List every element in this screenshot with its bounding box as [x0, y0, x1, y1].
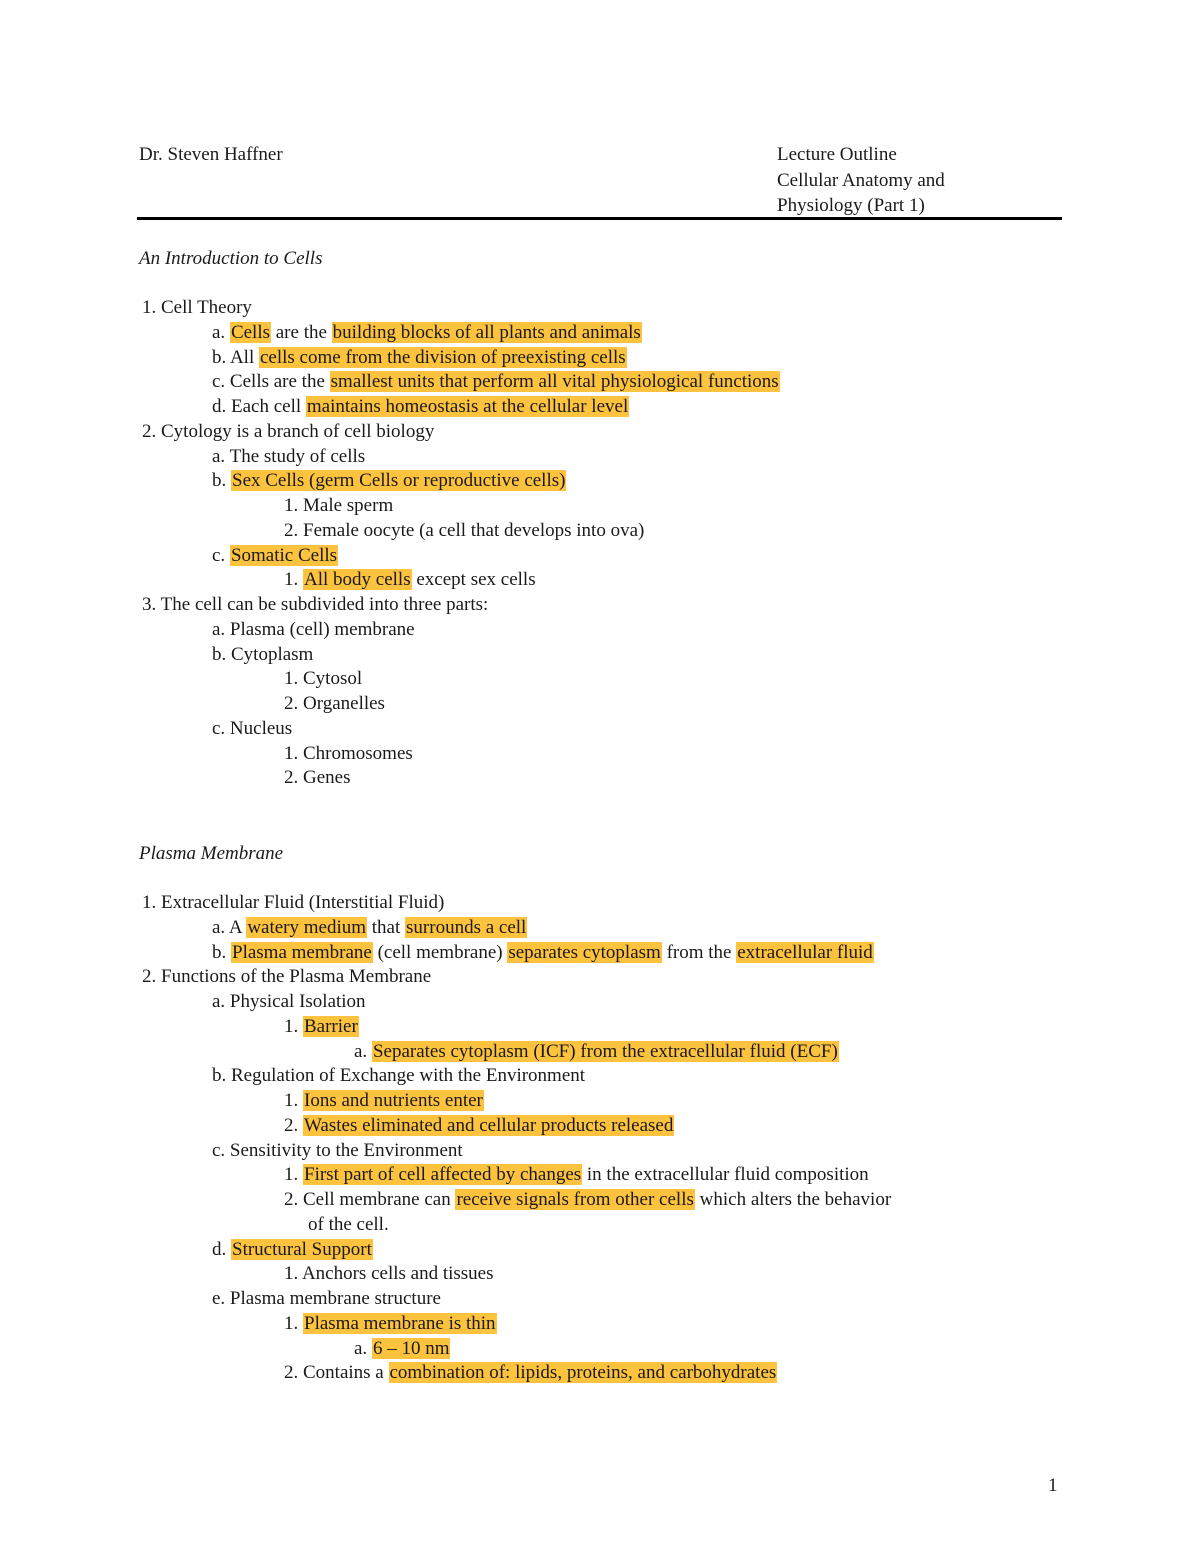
outline-text: c. Sensitivity to the Environment [212, 1139, 463, 1161]
highlighted-text: watery medium [247, 916, 367, 938]
highlighted-text: Barrier [304, 1015, 358, 1037]
outline-line [212, 346, 627, 370]
outline-text: d. [212, 1238, 231, 1260]
outline-text: (cell membrane) [372, 941, 508, 963]
outline-line [284, 1114, 674, 1138]
section-title: Plasma Membrane [139, 843, 284, 864]
outline-line [212, 618, 415, 642]
outline-line [284, 742, 413, 766]
outline-line [212, 990, 366, 1014]
outline-text: 3. The cell can be subdivided into three parts: [142, 594, 489, 615]
highlighted-text: Sex Cells (germ Cells or reproductive cells) [232, 470, 566, 492]
outline-text: a. The study of cells [212, 445, 366, 467]
lecture-info [777, 142, 945, 219]
lecture-info-line: Cellular Anatomy and [777, 169, 945, 191]
highlighted-text: Somatic Cells [230, 544, 338, 566]
outline-line [354, 1040, 839, 1064]
outline-text: 1. [284, 1090, 303, 1111]
outline-line [284, 519, 644, 543]
outline-text: 1. [284, 569, 303, 591]
outline-line [212, 321, 642, 345]
outline-text: a. Plasma (cell) membrane [212, 618, 415, 640]
outline-line [284, 1089, 484, 1113]
page-number: 1 [1048, 1475, 1058, 1496]
outline-text: are the [271, 321, 332, 343]
outline-line [142, 296, 252, 320]
outline-text: b. All [212, 346, 259, 368]
outline-line [284, 667, 362, 691]
outline-line [212, 1139, 463, 1163]
outline-text: d. Each cell [212, 396, 306, 417]
section-title: An Introduction to Cells [139, 248, 323, 269]
outline-text: a. [354, 1040, 372, 1062]
outline-text: 2. Contains a [284, 1362, 389, 1384]
outline-line [212, 1238, 373, 1262]
outline-text: 1. Anchors cells and tissues [284, 1263, 494, 1285]
outline-line [284, 1361, 777, 1385]
outline-line [308, 1213, 389, 1237]
outline-line [212, 1064, 585, 1088]
outline-text: 2. Cell membrane can [284, 1189, 456, 1210]
outline-text: that [367, 916, 406, 938]
highlighted-text: Cells [230, 321, 270, 343]
outline-line [142, 593, 488, 617]
outline-text: 2. Organelles [284, 693, 385, 714]
outline-line [284, 692, 385, 716]
highlighted-text: First part of cell affected by changes [304, 1164, 582, 1186]
outline-text: 2. Cytology is a branch of cell biology [142, 420, 435, 442]
outline-text: in the extracellular fluid composition [582, 1164, 869, 1186]
outline-line [212, 469, 566, 493]
outline-line [284, 1312, 497, 1336]
highlighted-text: smallest units that perform all vital physiological functions [330, 371, 779, 393]
lecture-info-line: Physiology (Part 1) [777, 195, 925, 216]
header-divider [137, 217, 1062, 220]
outline-line [212, 395, 629, 419]
lecture-info-line: Lecture Outline [777, 144, 897, 165]
outline-text: 1. Cell Theory [142, 297, 252, 318]
outline-text: except sex cells [411, 569, 536, 591]
outline-line [212, 544, 338, 568]
outline-text: 2. Functions of the Plasma Membrane [142, 966, 432, 988]
highlighted-text: surrounds a cell [406, 916, 527, 938]
highlighted-text: cells come from the division of preexisting cells [259, 346, 626, 368]
outline-text: from the [661, 941, 737, 963]
author-name: Dr. Steven Haffner [139, 144, 283, 165]
outline-text: e. Plasma membrane structure [212, 1288, 441, 1309]
outline-line [284, 494, 393, 518]
outline-line [284, 766, 350, 790]
highlighted-text: All body cells [304, 569, 411, 591]
outline-text: 1. [284, 1015, 303, 1037]
outline-text: b. [212, 470, 231, 492]
outline-text: 1. Chromosomes [284, 742, 413, 764]
highlighted-text: Wastes eliminated and cellular products released [304, 1114, 674, 1136]
outline-text: b. Cytoplasm [212, 643, 314, 665]
outline-text: which alters the behavior [694, 1189, 892, 1210]
outline-text: c. Nucleus [212, 717, 293, 739]
highlighted-text: building blocks of all plants and animals [332, 321, 641, 343]
outline-text: 1. Extracellular Fluid (Interstitial Fluid) [142, 892, 445, 913]
outline-text: a. A [212, 916, 247, 938]
outline-line [142, 420, 434, 444]
highlighted-text: receive signals from other cells [456, 1189, 694, 1210]
outline-text: b. [212, 941, 231, 963]
outline-text: a. [212, 321, 230, 343]
outline-text: 1. Cytosol [284, 668, 363, 690]
outline-text: a. Physical Isolation [212, 991, 366, 1012]
outline-text: of the cell. [308, 1213, 389, 1235]
outline-text: 2. Female oocyte (a cell that develops into ova) [284, 519, 645, 541]
highlighted-text: Ions and nutrients enter [304, 1090, 483, 1111]
outline-line [212, 941, 874, 965]
highlighted-text: 6 – 10 nm [372, 1337, 450, 1359]
highlighted-text: maintains homeostasis at the cellular level [306, 396, 629, 417]
highlighted-text: Plasma membrane [232, 941, 372, 963]
outline-text: c. Cells are the [212, 371, 330, 393]
outline-line [284, 1015, 359, 1039]
highlighted-text: Structural Support [232, 1238, 372, 1260]
outline-text: 1. [284, 1312, 303, 1334]
outline-text: 1. Male sperm [284, 495, 394, 516]
outline-text: 1. [284, 1164, 303, 1186]
outline-line [284, 1188, 891, 1212]
outline-line [212, 445, 365, 469]
outline-text: 2. Genes [284, 767, 351, 789]
highlighted-text: Separates cytoplasm (ICF) from the extracellular fluid (ECF) [372, 1040, 838, 1062]
outline-text: b. Regulation of Exchange with the Environment [212, 1065, 586, 1087]
outline-line [142, 891, 444, 915]
highlighted-text: combination of: lipids, proteins, and carbohydrates [389, 1362, 777, 1384]
outline-line [354, 1337, 450, 1361]
outline-text: a. [354, 1337, 372, 1359]
outline-line [212, 643, 313, 667]
highlighted-text: separates cytoplasm [508, 941, 661, 963]
outline-line [212, 717, 292, 741]
outline-line [212, 1287, 441, 1311]
outline-text: c. [212, 544, 230, 566]
outline-line [284, 1262, 494, 1286]
outline-text: 2. [284, 1114, 303, 1136]
outline-line [284, 568, 536, 592]
highlighted-text: Plasma membrane is thin [304, 1312, 496, 1334]
highlighted-text: extracellular fluid [737, 941, 873, 963]
outline-line [142, 965, 431, 989]
outline-line [212, 916, 527, 940]
outline-line [284, 1163, 869, 1187]
outline-line [212, 370, 780, 394]
